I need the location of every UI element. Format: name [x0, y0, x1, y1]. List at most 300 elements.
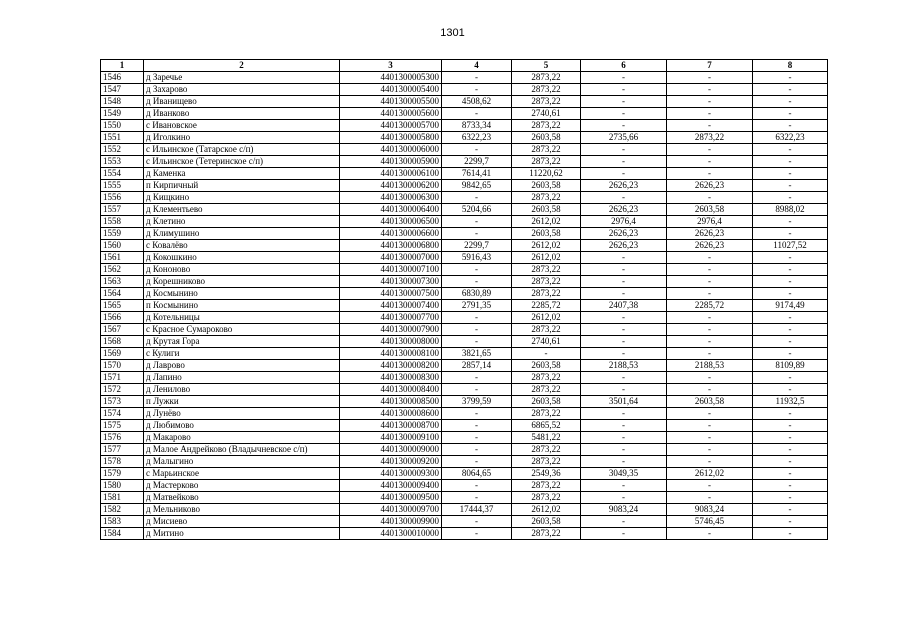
- value-cell-4: -: [442, 456, 512, 468]
- value-cell-4: 3821,65: [442, 348, 512, 360]
- value-cell-7: -: [667, 144, 753, 156]
- table-row: [101, 384, 828, 396]
- value-cell-8: -: [753, 228, 828, 240]
- value-cell-6: 2626,23: [581, 180, 667, 192]
- table-row: [101, 228, 828, 240]
- table-row: [101, 456, 828, 468]
- settlement-name-cell: д Кокошкино: [144, 252, 340, 264]
- settlement-name-cell: д Иванково: [144, 108, 340, 120]
- row-number-cell: 1571: [101, 372, 144, 384]
- value-cell-7: -: [667, 120, 753, 132]
- table-row: [101, 516, 828, 528]
- settlement-name-cell: д Матвейково: [144, 492, 340, 504]
- row-number-cell: 1583: [101, 516, 144, 528]
- code-cell: 4401300006800: [340, 240, 442, 252]
- value-cell-7: 2285,72: [667, 300, 753, 312]
- row-number-cell: 1548: [101, 96, 144, 108]
- table-row: [101, 96, 828, 108]
- value-cell-6: -: [581, 420, 667, 432]
- value-cell-8: -: [753, 168, 828, 180]
- value-cell-4: 2791,35: [442, 300, 512, 312]
- row-number-cell: 1573: [101, 396, 144, 408]
- column-header: 3: [340, 60, 442, 72]
- value-cell-4: 4508,62: [442, 96, 512, 108]
- value-cell-5: 6865,52: [512, 420, 581, 432]
- value-cell-5: -: [512, 348, 581, 360]
- code-cell: 4401300008700: [340, 420, 442, 432]
- value-cell-6: 2626,23: [581, 240, 667, 252]
- code-cell: 4401300007700: [340, 312, 442, 324]
- row-number-cell: 1554: [101, 168, 144, 180]
- value-cell-5: 2873,22: [512, 456, 581, 468]
- value-cell-4: -: [442, 264, 512, 276]
- value-cell-6: -: [581, 252, 667, 264]
- value-cell-5: 2603,58: [512, 180, 581, 192]
- value-cell-4: -: [442, 108, 512, 120]
- row-number-cell: 1559: [101, 228, 144, 240]
- value-cell-5: 5481,22: [512, 432, 581, 444]
- value-cell-7: 2626,23: [667, 240, 753, 252]
- code-cell: 4401300009200: [340, 456, 442, 468]
- value-cell-4: 2299,7: [442, 156, 512, 168]
- value-cell-7: -: [667, 480, 753, 492]
- row-number-cell: 1584: [101, 528, 144, 540]
- settlement-name-cell: д Иванищево: [144, 96, 340, 108]
- value-cell-5: 2873,22: [512, 528, 581, 540]
- value-cell-5: 2873,22: [512, 444, 581, 456]
- value-cell-8: -: [753, 276, 828, 288]
- code-cell: 4401300005300: [340, 72, 442, 84]
- value-cell-4: -: [442, 444, 512, 456]
- value-cell-7: 2976,4: [667, 216, 753, 228]
- row-number-cell: 1570: [101, 360, 144, 372]
- value-cell-8: -: [753, 480, 828, 492]
- value-cell-8: -: [753, 264, 828, 276]
- value-cell-5: 2873,22: [512, 492, 581, 504]
- value-cell-8: -: [753, 372, 828, 384]
- value-cell-8: -: [753, 456, 828, 468]
- row-number-cell: 1569: [101, 348, 144, 360]
- value-cell-6: 2188,53: [581, 360, 667, 372]
- table-row: [101, 336, 828, 348]
- value-cell-4: -: [442, 216, 512, 228]
- value-cell-6: 3501,64: [581, 396, 667, 408]
- value-cell-4: -: [442, 432, 512, 444]
- value-cell-6: -: [581, 432, 667, 444]
- code-cell: 4401300008600: [340, 408, 442, 420]
- row-number-cell: 1576: [101, 432, 144, 444]
- column-header: 8: [753, 60, 828, 72]
- value-cell-5: 2603,58: [512, 396, 581, 408]
- value-cell-6: -: [581, 156, 667, 168]
- value-cell-7: -: [667, 264, 753, 276]
- value-cell-4: -: [442, 72, 512, 84]
- row-number-cell: 1564: [101, 288, 144, 300]
- row-number-cell: 1562: [101, 264, 144, 276]
- value-cell-6: -: [581, 192, 667, 204]
- value-cell-8: -: [753, 144, 828, 156]
- value-cell-4: 17444,37: [442, 504, 512, 516]
- table-row: [101, 192, 828, 204]
- table-row: [101, 432, 828, 444]
- settlement-name-cell: д Митино: [144, 528, 340, 540]
- value-cell-6: -: [581, 312, 667, 324]
- value-cell-7: -: [667, 312, 753, 324]
- code-cell: 4401300008000: [340, 336, 442, 348]
- value-cell-6: -: [581, 288, 667, 300]
- value-cell-5: 2740,61: [512, 108, 581, 120]
- value-cell-4: -: [442, 144, 512, 156]
- column-header: 5: [512, 60, 581, 72]
- value-cell-4: 6322,23: [442, 132, 512, 144]
- row-number-cell: 1549: [101, 108, 144, 120]
- code-cell: 4401300010000: [340, 528, 442, 540]
- value-cell-7: -: [667, 348, 753, 360]
- settlement-name-cell: д Любимово: [144, 420, 340, 432]
- settlement-name-cell: д Лаврово: [144, 360, 340, 372]
- value-cell-8: -: [753, 468, 828, 480]
- value-cell-5: 2603,58: [512, 516, 581, 528]
- row-number-cell: 1567: [101, 324, 144, 336]
- value-cell-7: 2603,58: [667, 396, 753, 408]
- value-cell-6: -: [581, 372, 667, 384]
- row-number-cell: 1579: [101, 468, 144, 480]
- value-cell-8: -: [753, 288, 828, 300]
- settlement-name-cell: д Мастерково: [144, 480, 340, 492]
- value-cell-4: 3799,59: [442, 396, 512, 408]
- settlement-name-cell: д Кононово: [144, 264, 340, 276]
- value-cell-5: 2612,02: [512, 504, 581, 516]
- value-cell-7: -: [667, 336, 753, 348]
- value-cell-4: 6830,89: [442, 288, 512, 300]
- value-cell-5: 2873,22: [512, 372, 581, 384]
- value-cell-4: 5916,43: [442, 252, 512, 264]
- row-number-cell: 1550: [101, 120, 144, 132]
- row-number-cell: 1556: [101, 192, 144, 204]
- value-cell-5: 2873,22: [512, 84, 581, 96]
- code-cell: 4401300007300: [340, 276, 442, 288]
- value-cell-7: -: [667, 156, 753, 168]
- settlement-name-cell: с Марьинское: [144, 468, 340, 480]
- value-cell-8: -: [753, 504, 828, 516]
- settlement-name-cell: д Космынино: [144, 288, 340, 300]
- value-cell-7: -: [667, 456, 753, 468]
- settlement-name-cell: д Малыгино: [144, 456, 340, 468]
- settlement-name-cell: д Клементьево: [144, 204, 340, 216]
- value-cell-7: -: [667, 276, 753, 288]
- table-row: [101, 204, 828, 216]
- value-cell-4: -: [442, 372, 512, 384]
- row-number-cell: 1557: [101, 204, 144, 216]
- value-cell-5: 2873,22: [512, 96, 581, 108]
- table-row: [101, 420, 828, 432]
- value-cell-5: 2603,58: [512, 228, 581, 240]
- settlement-name-cell: с Ковалёво: [144, 240, 340, 252]
- value-cell-6: 2626,23: [581, 204, 667, 216]
- value-cell-5: 2603,58: [512, 132, 581, 144]
- value-cell-7: 5746,45: [667, 516, 753, 528]
- value-cell-4: 8064,65: [442, 468, 512, 480]
- data-table: [100, 59, 828, 540]
- value-cell-8: -: [753, 528, 828, 540]
- value-cell-8: -: [753, 408, 828, 420]
- value-cell-6: -: [581, 516, 667, 528]
- value-cell-6: -: [581, 348, 667, 360]
- code-cell: 4401300007400: [340, 300, 442, 312]
- settlement-name-cell: д Кищкино: [144, 192, 340, 204]
- value-cell-8: -: [753, 252, 828, 264]
- settlement-name-cell: д Лунёво: [144, 408, 340, 420]
- value-cell-7: 2626,23: [667, 180, 753, 192]
- value-cell-6: -: [581, 72, 667, 84]
- settlement-name-cell: п Кирпичный: [144, 180, 340, 192]
- table-row: [101, 408, 828, 420]
- value-cell-8: 8988,02: [753, 204, 828, 216]
- table-row: [101, 144, 828, 156]
- code-cell: 4401300009300: [340, 468, 442, 480]
- column-header: 7: [667, 60, 753, 72]
- settlement-name-cell: д Крутая Гора: [144, 336, 340, 348]
- code-cell: 4401300005800: [340, 132, 442, 144]
- row-number-cell: 1566: [101, 312, 144, 324]
- row-number-cell: 1546: [101, 72, 144, 84]
- settlement-name-cell: с Кулиги: [144, 348, 340, 360]
- value-cell-6: -: [581, 528, 667, 540]
- table-row: [101, 84, 828, 96]
- value-cell-7: -: [667, 384, 753, 396]
- value-cell-5: 2873,22: [512, 144, 581, 156]
- code-cell: 4401300006400: [340, 204, 442, 216]
- table-row: [101, 180, 828, 192]
- value-cell-8: 11932,5: [753, 396, 828, 408]
- value-cell-8: -: [753, 348, 828, 360]
- row-number-cell: 1577: [101, 444, 144, 456]
- value-cell-4: -: [442, 408, 512, 420]
- table-row: [101, 276, 828, 288]
- value-cell-5: 2873,22: [512, 288, 581, 300]
- code-cell: 4401300006300: [340, 192, 442, 204]
- value-cell-4: -: [442, 420, 512, 432]
- value-cell-8: -: [753, 336, 828, 348]
- column-header: 6: [581, 60, 667, 72]
- value-cell-5: 2612,02: [512, 312, 581, 324]
- table-row: [101, 216, 828, 228]
- value-cell-7: -: [667, 192, 753, 204]
- column-header: 1: [101, 60, 144, 72]
- value-cell-7: -: [667, 84, 753, 96]
- row-number-cell: 1560: [101, 240, 144, 252]
- code-cell: 4401300007000: [340, 252, 442, 264]
- value-cell-4: 2299,7: [442, 240, 512, 252]
- table-row: [101, 504, 828, 516]
- value-cell-8: -: [753, 180, 828, 192]
- value-cell-8: -: [753, 120, 828, 132]
- table-row: [101, 492, 828, 504]
- value-cell-5: 2873,22: [512, 324, 581, 336]
- table-body: [101, 72, 828, 540]
- table-row: [101, 396, 828, 408]
- value-cell-5: 2873,22: [512, 120, 581, 132]
- table-row: [101, 528, 828, 540]
- value-cell-4: 9842,65: [442, 180, 512, 192]
- value-cell-8: -: [753, 312, 828, 324]
- value-cell-8: -: [753, 444, 828, 456]
- code-cell: 4401300005700: [340, 120, 442, 132]
- row-number-cell: 1582: [101, 504, 144, 516]
- value-cell-4: -: [442, 276, 512, 288]
- code-cell: 4401300008500: [340, 396, 442, 408]
- row-number-cell: 1574: [101, 408, 144, 420]
- value-cell-4: -: [442, 528, 512, 540]
- code-cell: 4401300007900: [340, 324, 442, 336]
- value-cell-8: 9174,49: [753, 300, 828, 312]
- value-cell-8: -: [753, 432, 828, 444]
- value-cell-6: -: [581, 108, 667, 120]
- value-cell-7: 9083,24: [667, 504, 753, 516]
- value-cell-5: 2873,22: [512, 408, 581, 420]
- value-cell-6: -: [581, 84, 667, 96]
- value-cell-5: 2873,22: [512, 276, 581, 288]
- column-header: 2: [144, 60, 340, 72]
- value-cell-5: 2603,58: [512, 204, 581, 216]
- settlement-name-cell: д Корешниково: [144, 276, 340, 288]
- value-cell-5: 2549,36: [512, 468, 581, 480]
- value-cell-7: -: [667, 408, 753, 420]
- value-cell-5: 2740,61: [512, 336, 581, 348]
- value-cell-4: 7614,41: [442, 168, 512, 180]
- table-row: [101, 372, 828, 384]
- code-cell: 4401300006200: [340, 180, 442, 192]
- value-cell-8: -: [753, 420, 828, 432]
- value-cell-7: -: [667, 324, 753, 336]
- table-row: [101, 480, 828, 492]
- settlement-name-cell: д Заречье: [144, 72, 340, 84]
- row-number-cell: 1558: [101, 216, 144, 228]
- value-cell-5: 2873,22: [512, 72, 581, 84]
- value-cell-5: 2285,72: [512, 300, 581, 312]
- value-cell-4: -: [442, 384, 512, 396]
- value-cell-5: 11220,62: [512, 168, 581, 180]
- value-cell-6: 3049,35: [581, 468, 667, 480]
- value-cell-4: -: [442, 228, 512, 240]
- code-cell: 4401300006100: [340, 168, 442, 180]
- table-row: [101, 348, 828, 360]
- value-cell-8: -: [753, 72, 828, 84]
- value-cell-4: -: [442, 324, 512, 336]
- settlement-name-cell: д Лапино: [144, 372, 340, 384]
- value-cell-8: -: [753, 84, 828, 96]
- value-cell-4: 8733,34: [442, 120, 512, 132]
- value-cell-7: -: [667, 288, 753, 300]
- code-cell: 4401300009500: [340, 492, 442, 504]
- value-cell-6: -: [581, 492, 667, 504]
- settlement-name-cell: д Макарово: [144, 432, 340, 444]
- value-cell-7: -: [667, 108, 753, 120]
- value-cell-7: -: [667, 444, 753, 456]
- value-cell-4: -: [442, 84, 512, 96]
- value-cell-5: 2612,02: [512, 240, 581, 252]
- value-cell-8: -: [753, 384, 828, 396]
- settlement-name-cell: п Лужки: [144, 396, 340, 408]
- row-number-cell: 1552: [101, 144, 144, 156]
- value-cell-5: 2873,22: [512, 480, 581, 492]
- table-row: [101, 300, 828, 312]
- settlement-name-cell: с Ильинское (Татарское с/п): [144, 144, 340, 156]
- value-cell-8: -: [753, 516, 828, 528]
- table-row: [101, 72, 828, 84]
- settlement-name-cell: с Ильинское (Тетеринское с/п): [144, 156, 340, 168]
- value-cell-4: -: [442, 492, 512, 504]
- table-header-row: [101, 60, 828, 72]
- value-cell-8: -: [753, 216, 828, 228]
- code-cell: 4401300006500: [340, 216, 442, 228]
- table-row: [101, 468, 828, 480]
- value-cell-8: -: [753, 492, 828, 504]
- page-number: 1301: [440, 27, 465, 39]
- settlement-name-cell: д Ленилово: [144, 384, 340, 396]
- value-cell-7: -: [667, 432, 753, 444]
- value-cell-7: -: [667, 372, 753, 384]
- value-cell-7: -: [667, 252, 753, 264]
- value-cell-6: -: [581, 336, 667, 348]
- value-cell-8: -: [753, 108, 828, 120]
- value-cell-6: -: [581, 168, 667, 180]
- value-cell-5: 2603,58: [512, 360, 581, 372]
- value-cell-7: 2612,02: [667, 468, 753, 480]
- settlement-name-cell: д Мисиево: [144, 516, 340, 528]
- value-cell-8: -: [753, 324, 828, 336]
- table-row: [101, 240, 828, 252]
- settlement-name-cell: с Красное Сумароково: [144, 324, 340, 336]
- code-cell: 4401300009400: [340, 480, 442, 492]
- value-cell-4: 2857,14: [442, 360, 512, 372]
- code-cell: 4401300008200: [340, 360, 442, 372]
- settlement-name-cell: д Малое Андрейково (Владычневское с/п): [144, 444, 340, 456]
- value-cell-4: -: [442, 516, 512, 528]
- code-cell: 4401300008400: [340, 384, 442, 396]
- row-number-cell: 1578: [101, 456, 144, 468]
- value-cell-6: -: [581, 96, 667, 108]
- table-row: [101, 288, 828, 300]
- value-cell-8: 11027,52: [753, 240, 828, 252]
- row-number-cell: 1551: [101, 132, 144, 144]
- value-cell-5: 2873,22: [512, 156, 581, 168]
- value-cell-4: -: [442, 312, 512, 324]
- row-number-cell: 1572: [101, 384, 144, 396]
- value-cell-6: -: [581, 120, 667, 132]
- settlement-name-cell: д Клетино: [144, 216, 340, 228]
- settlement-name-cell: д Каменка: [144, 168, 340, 180]
- value-cell-7: -: [667, 492, 753, 504]
- value-cell-6: -: [581, 324, 667, 336]
- value-cell-7: 2603,58: [667, 204, 753, 216]
- table-row: [101, 360, 828, 372]
- value-cell-8: -: [753, 192, 828, 204]
- settlement-name-cell: д Мельниково: [144, 504, 340, 516]
- settlement-name-cell: п Космынино: [144, 300, 340, 312]
- value-cell-7: 2188,53: [667, 360, 753, 372]
- code-cell: 4401300006000: [340, 144, 442, 156]
- row-number-cell: 1561: [101, 252, 144, 264]
- value-cell-6: -: [581, 144, 667, 156]
- table-row: [101, 252, 828, 264]
- value-cell-6: 9083,24: [581, 504, 667, 516]
- value-cell-6: -: [581, 276, 667, 288]
- value-cell-6: -: [581, 264, 667, 276]
- code-cell: 4401300009700: [340, 504, 442, 516]
- value-cell-7: 2626,23: [667, 228, 753, 240]
- value-cell-8: 6322,23: [753, 132, 828, 144]
